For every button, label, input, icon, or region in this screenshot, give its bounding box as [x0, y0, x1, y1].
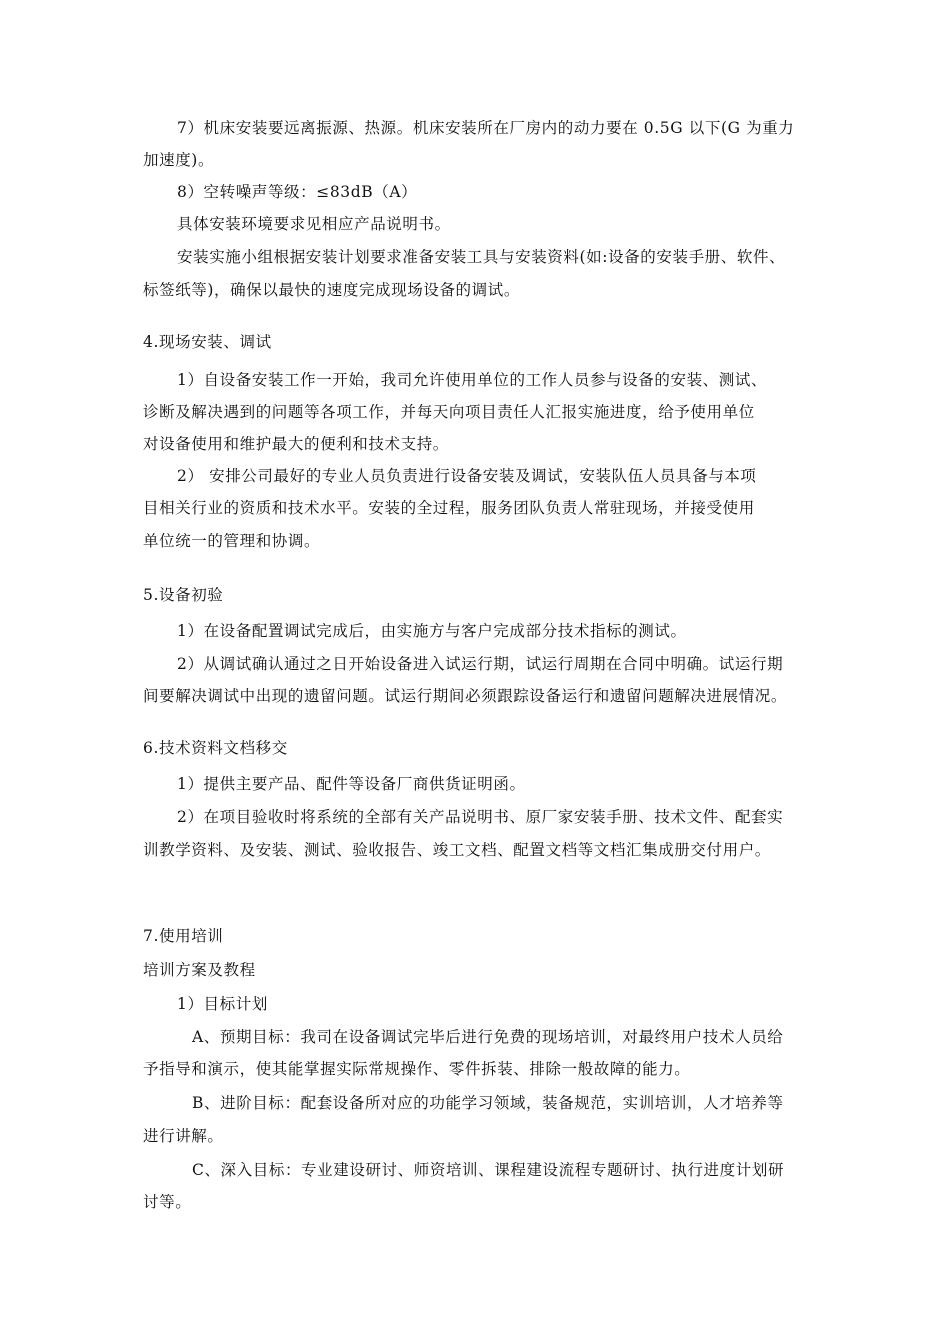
para-line: 2）在项目验收时将系统的全部有关产品说明书、原厂家安装手册、技术文件、配套实: [177, 808, 784, 826]
para-line: 加速度)。: [143, 151, 215, 169]
para-line: A、预期目标：我司在设备调试完毕后进行免费的现场培训，对最终用户技术人员给: [192, 1028, 784, 1046]
section-heading: 4.现场安装、调试: [143, 333, 272, 351]
para-line: 2）从调试确认通过之日开始设备进入试运行期，试运行周期在合同中明确。试运行期: [177, 655, 784, 673]
para-line: 具体安装环境要求见相应产品说明书。: [177, 215, 451, 233]
para-line: 7）机床安装要远离振源、热源。机床安装所在厂房内的动力要在 0.5G 以下(G 为重力: [177, 119, 795, 137]
para-line: 8）空转噪声等级：≤83dB（A）: [177, 183, 418, 201]
section-heading: 6.技术资料文档移交: [143, 739, 288, 757]
para-line: 进行讲解。: [143, 1127, 224, 1145]
para-line: 标签纸等)，确保以最快的速度完成现场设备的调试。: [143, 281, 520, 299]
para-line: 1）自设备安装工作一开始，我司允许使用单位的工作人员参与设备的安装、测试、: [177, 371, 768, 389]
subheading: 培训方案及教程: [143, 961, 256, 979]
para-line: 2） 安排公司最好的专业人员负责进行设备安装及调试，安装队伍人员具备与本项: [177, 467, 757, 485]
para-line: 1）目标计划: [177, 995, 268, 1013]
para-line: 诊断及解决遇到的问题等各项工作，并每天向项目责任人汇报实施进度，给予使用单位: [143, 403, 755, 421]
para-line: 对设备使用和维护最大的便利和技术支持。: [143, 435, 449, 453]
para-line: 安装实施小组根据安装计划要求准备安装工具与安装资料(如:设备的安装手册、软件、: [177, 248, 786, 266]
para-line: C、深入目标：专业建设研讨、师资培训、课程建设流程专题研讨、执行进度计划研: [192, 1161, 785, 1179]
para-line: 间要解决调试中出现的遗留问题。试运行期间必须跟踪设备运行和遗留问题解决进展情况。: [143, 687, 788, 705]
para-line: 1）在设备配置调试完成后，由实施方与客户完成部分技术指标的测试。: [177, 622, 687, 640]
para-line: 单位统一的管理和协调。: [143, 532, 321, 550]
section-heading: 7.使用培训: [143, 927, 224, 945]
para-line: 1）提供主要产品、配件等设备厂商供货证明函。: [177, 775, 526, 793]
para-line: 讨等。: [143, 1193, 192, 1211]
para-line: 训教学资料、及安装、测试、验收报告、竣工文档、配置文档等文档汇集成册交付用户。: [143, 841, 771, 859]
para-line: 予指导和演示，使其能掌握实际常规操作、零件拆装、排除一般故障的能力。: [143, 1060, 691, 1078]
para-line: 目相关行业的资质和技术水平。安装的全过程，服务团队负责人常驻现场，并接受使用: [143, 499, 755, 517]
section-heading: 5.设备初验: [143, 586, 224, 604]
para-line: B、进阶目标：配套设备所对应的功能学习领域，装备规范，实训培训，人才培养等: [192, 1094, 784, 1112]
